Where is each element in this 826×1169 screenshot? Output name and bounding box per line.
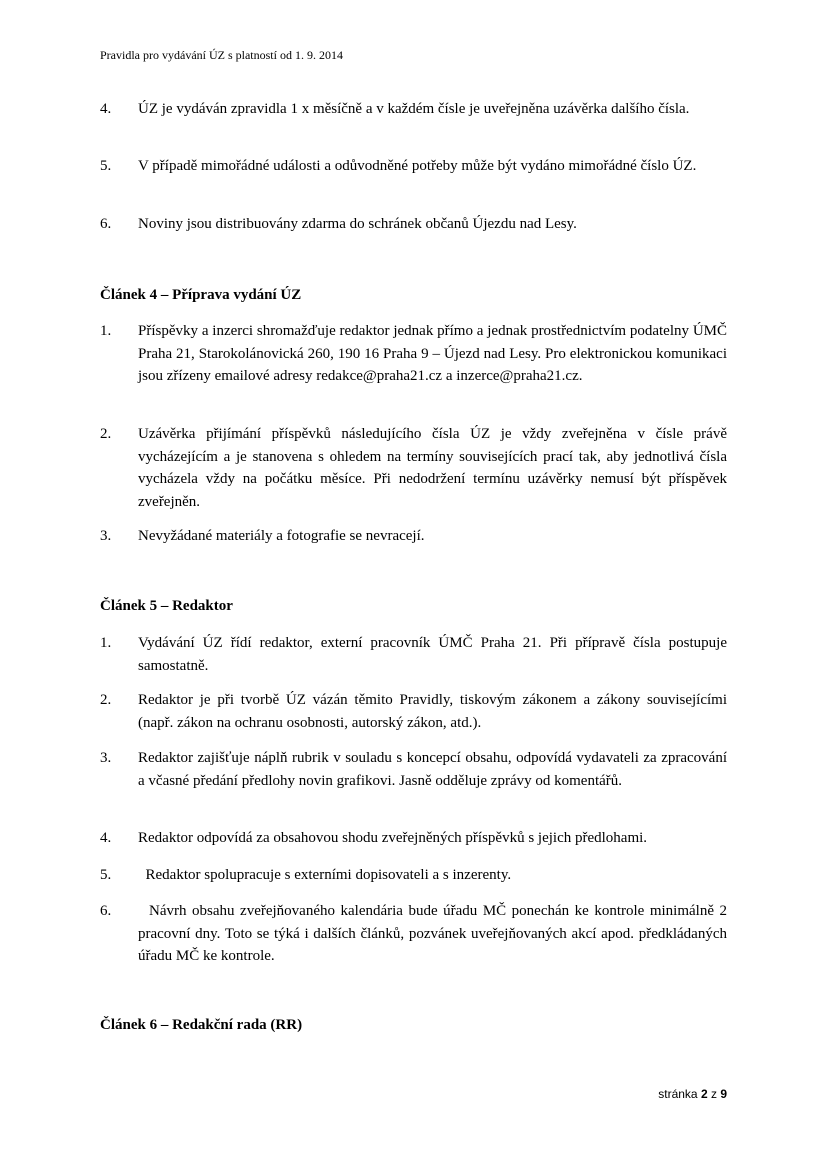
item-number: 6. <box>100 903 112 919</box>
item-text: Redaktor odpovídá za obsahovou shodu zveřejněných příspěvků s jejich předlohami. <box>138 830 648 846</box>
list-item <box>100 525 727 548</box>
list-item <box>100 98 727 121</box>
list-item <box>100 689 727 734</box>
list-item <box>100 213 727 236</box>
article-heading: Článek 5 – Redaktor <box>100 598 233 614</box>
item-number: 1. <box>100 323 112 339</box>
item-number: 3. <box>100 750 112 766</box>
item-number: 4. <box>100 101 112 117</box>
article-heading: Článek 4 – Příprava vydání ÚZ <box>100 287 302 303</box>
page-number-footer <box>658 1087 727 1101</box>
list-item <box>100 423 727 513</box>
item-text: ÚZ je vydáván zpravidla 1 x měsíčně a v každém čísle je uveřejněna uzávěrka dalšího čísla. <box>138 101 690 117</box>
item-text: Redaktor zajišťuje náplň rubrik v souladu s koncepcí obsahu, odpovídá vydavateli za zpracování a včasné předání předlohy novin grafikovi. Jasně odděluje zprávy od komentářů. <box>138 750 727 789</box>
item-text: Nevyžádané materiály a fotografie se nevracejí. <box>138 528 425 544</box>
item-number: 5. <box>100 158 112 174</box>
item-text: Uzávěrka přijímání příspěvků následujícího čísla ÚZ je vždy zveřejněna v čísle právě vycházejícím a je stanovena s ohledem na termíny souvisejících prací tak, aby jednotlivá čísla vycházela vždy na počátku měsíce. Při nedodržení termínu uzávěrky nemusí být příspěvek zveřejněn. <box>138 426 727 510</box>
item-text: Noviny jsou distribuovány zdarma do schránek občanů Újezdu nad Lesy. <box>138 216 577 232</box>
item-number: 3. <box>100 528 112 544</box>
item-text: Příspěvky a inzerci shromažďuje redaktor jednak přímo a jednak prostřednictvím podatelny ÚMČ Praha 21, Starokolánovická 260, 190 16 Praha 9 – Újezd nad Lesy. Pro elektronickou komunikaci jsou zřízeny emailové adresy redakce@praha21.cz a inzerce@praha21.cz. <box>138 323 727 384</box>
footer-sep: z <box>710 1087 717 1101</box>
list-item <box>100 747 727 792</box>
item-text: Vydávání ÚZ řídí redaktor, externí pracovník ÚMČ Praha 21. Při přípravě čísla postupuje samostatně. <box>138 635 727 674</box>
total-pages: 9 <box>720 1087 727 1101</box>
item-number: 1. <box>100 635 112 651</box>
list-item <box>100 827 727 850</box>
item-text: Redaktor spolupracuje s externími dopisovateli a s inzerenty. <box>138 867 512 883</box>
item-text: V případě mimořádné události a odůvodněné potřeby může být vydáno mimořádné číslo ÚZ. <box>138 158 697 174</box>
footer-label: stránka <box>658 1087 698 1101</box>
list-item <box>100 632 727 677</box>
item-number: 5. <box>100 867 112 883</box>
item-text: Návrh obsahu zveřejňovaného kalendária bude úřadu MČ ponechán ke kontrole minimálně 2 pracovní dny. Toto se týká i dalších článků, pozvánek uveřejňovaných akcí apod. předkládaných úřadu MČ ke kontrole. <box>138 903 731 964</box>
list-item <box>100 864 727 887</box>
current-page: 2 <box>700 1087 708 1101</box>
list-item <box>100 155 727 178</box>
list-item <box>100 900 731 968</box>
item-number: 2. <box>100 692 112 708</box>
item-text: Redaktor je při tvorbě ÚZ vázán těmito Pravidly, tiskovým zákonem a zákony souvisejícími (např. zákon na ochranu osobnosti, autorský zákon, atd.). <box>138 692 727 731</box>
item-number: 6. <box>100 216 112 232</box>
item-number: 2. <box>100 426 112 442</box>
item-number: 4. <box>100 830 112 846</box>
list-item <box>100 320 727 388</box>
page-header: Pravidla pro vydávání ÚZ s platností od 1. 9. 2014 <box>100 48 343 62</box>
article-heading: Článek 6 – Redakční rada (RR) <box>100 1017 303 1033</box>
